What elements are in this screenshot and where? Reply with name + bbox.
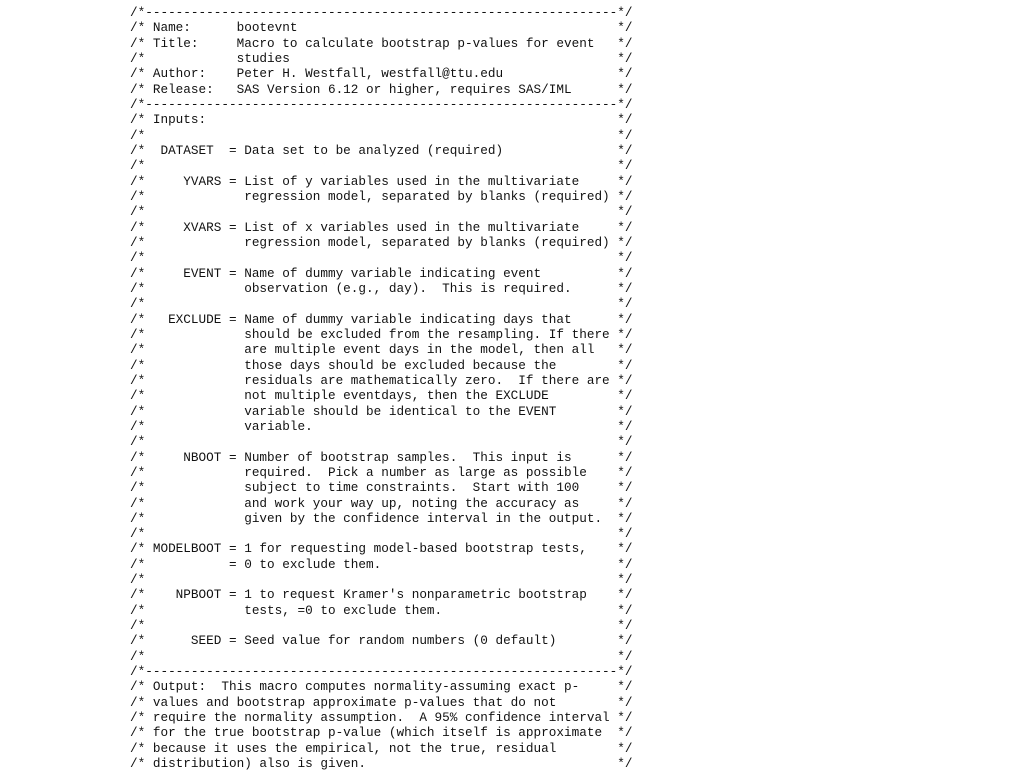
code-line: /* XVARS = List of x variables used in the multivariate */ — [130, 219, 633, 235]
code-line: /* not multiple eventdays, then the EXCLUDE */ — [130, 388, 633, 404]
code-line: /* */ — [130, 526, 633, 542]
code-line: /* */ — [130, 127, 633, 143]
code-line: /* */ — [130, 648, 633, 664]
code-line: /* Author: Peter H. Westfall, westfall@ttu.edu */ — [130, 66, 633, 82]
code-line: /* are multiple event days in the model, then all */ — [130, 342, 633, 358]
code-line: /*--------------------------------------------------------------*/ — [130, 664, 633, 680]
code-line: /* require the normality assumption. A 95% confidence interval */ — [130, 710, 633, 726]
code-line: /* */ — [130, 618, 633, 634]
code-line: /* YVARS = List of y variables used in the multivariate */ — [130, 173, 633, 189]
code-line: /* values and bootstrap approximate p-values that do not */ — [130, 694, 633, 710]
code-line: /* */ — [130, 296, 633, 312]
code-line: /* Name: bootevnt */ — [130, 20, 633, 36]
code-line: /* studies */ — [130, 50, 633, 66]
code-line: /* EVENT = Name of dummy variable indicating event */ — [130, 265, 633, 281]
code-line: /* Release: SAS Version 6.12 or higher, requires SAS/IML */ — [130, 81, 633, 97]
code-line: /* required. Pick a number as large as possible */ — [130, 464, 633, 480]
code-line: /* and work your way up, noting the accuracy as */ — [130, 495, 633, 511]
code-line: /* NBOOT = Number of bootstrap samples. This input is */ — [130, 449, 633, 465]
code-line: /* */ — [130, 572, 633, 588]
code-line: /* those days should be excluded because the */ — [130, 357, 633, 373]
sas-macro-header-comment — [130, 5, 633, 771]
code-line: /* variable. */ — [130, 418, 633, 434]
code-line: /* residuals are mathematically zero. If there are */ — [130, 372, 633, 388]
code-line: /* for the true bootstrap p-value (which itself is approximate */ — [130, 725, 633, 741]
code-line: /* Title: Macro to calculate bootstrap p-values for event */ — [130, 35, 633, 51]
code-line: /* DATASET = Data set to be analyzed (required) */ — [130, 142, 633, 158]
code-line: /* variable should be identical to the EVENT */ — [130, 403, 633, 419]
code-line: /* */ — [130, 158, 633, 174]
code-line: /*--------------------------------------------------------------*/ — [130, 5, 633, 20]
code-line: /* regression model, separated by blanks (required) */ — [130, 234, 633, 250]
code-line: /* regression model, separated by blanks (required) */ — [130, 188, 633, 204]
code-line: /* because it uses the empirical, not the true, residual */ — [130, 740, 633, 756]
code-line: /* */ — [130, 434, 633, 450]
code-line: /*--------------------------------------------------------------*/ — [130, 96, 633, 112]
code-line: /* */ — [130, 204, 633, 220]
code-line: /* SEED = Seed value for random numbers (0 default) */ — [130, 633, 633, 649]
code-line: /* NPBOOT = 1 to request Kramer's nonparametric bootstrap */ — [130, 587, 633, 603]
code-line: /* should be excluded from the resampling. If there */ — [130, 326, 633, 342]
code-line: /* distribution) also is given. */ — [130, 756, 633, 771]
code-line: /* tests, =0 to exclude them. */ — [130, 602, 633, 618]
code-line: /* = 0 to exclude them. */ — [130, 556, 633, 572]
code-line: /* EXCLUDE = Name of dummy variable indicating days that */ — [130, 311, 633, 327]
code-line: /* */ — [130, 250, 633, 266]
code-line: /* Inputs: */ — [130, 112, 633, 128]
code-line: /* Output: This macro computes normality-assuming exact p- */ — [130, 679, 633, 695]
code-line: /* observation (e.g., day). This is required. */ — [130, 280, 633, 296]
code-line: /* given by the confidence interval in the output. */ — [130, 510, 633, 526]
code-line: /* MODELBOOT = 1 for requesting model-based bootstrap tests, */ — [130, 541, 633, 557]
code-line: /* subject to time constraints. Start with 100 */ — [130, 480, 633, 496]
